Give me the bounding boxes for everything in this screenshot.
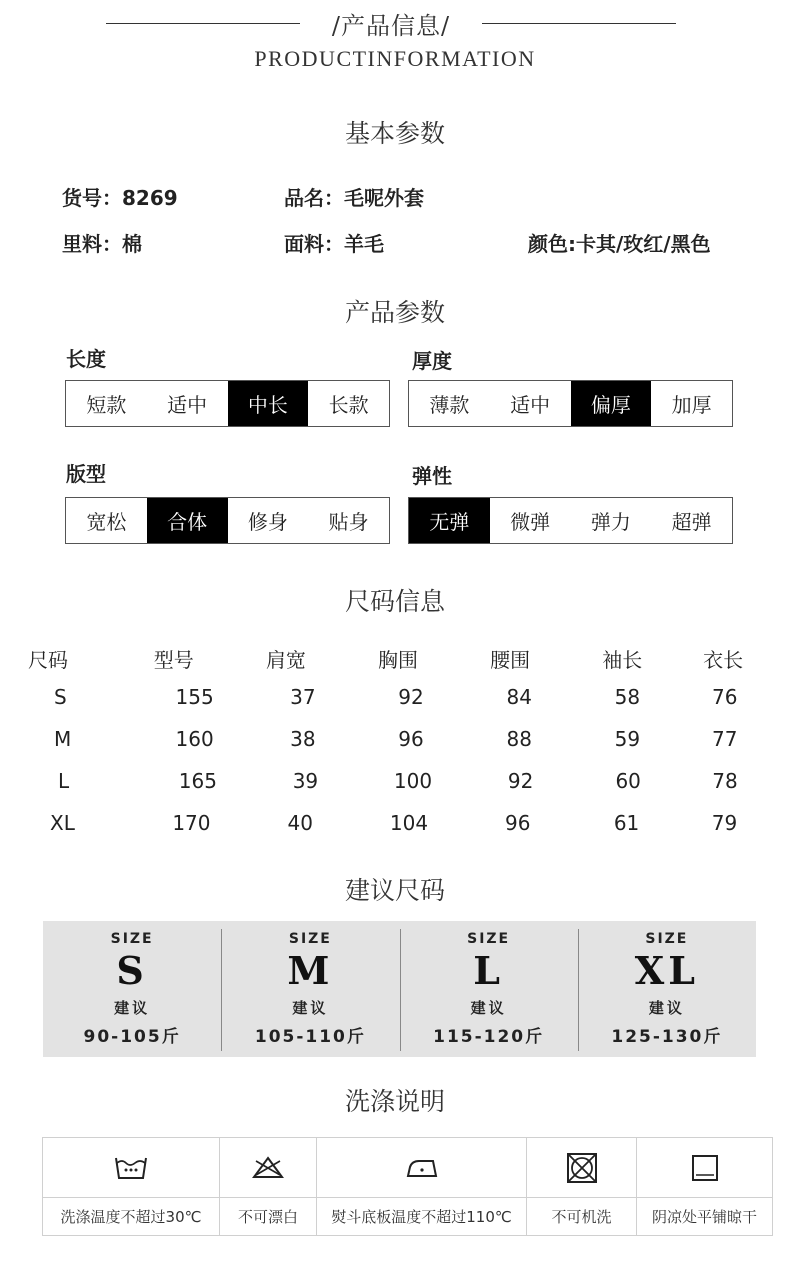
suggest-weight-range: 90-105斤: [83, 1027, 181, 1047]
fit-option: 合体: [147, 498, 228, 543]
size-cell: 61: [613, 811, 640, 835]
size-cell: S: [54, 685, 67, 709]
wash-item-text: 不可机洗: [527, 1197, 636, 1235]
suggest-size-caption: SIZE: [110, 931, 154, 947]
size-header-cell: 衣长: [703, 647, 744, 672]
suggest-size-label: 建议: [114, 999, 151, 1017]
size-cell: 100: [393, 769, 433, 793]
wash-title: 洗涤说明: [344, 1087, 445, 1116]
size-cell: XL: [50, 811, 75, 835]
suggest-size-letter: S: [116, 948, 148, 993]
size-header-cell: 型号: [153, 647, 194, 672]
fit-label: 版型: [66, 462, 106, 486]
elasticity-label: 弹性: [412, 464, 452, 488]
lining-material: 里料：棉: [62, 232, 142, 256]
wash-item: [43, 1138, 219, 1235]
size-cell: 96: [505, 811, 531, 835]
elasticity-option: 超弹: [671, 510, 712, 534]
suggest-size-caption: SIZE: [645, 931, 689, 947]
suggest-weight-range: 125-130斤: [611, 1027, 723, 1047]
size-cell: 77: [712, 727, 738, 751]
suggest-weight-range: 115-120斤: [433, 1027, 545, 1047]
thickness-option: 适中: [510, 393, 551, 417]
fit-selector: [65, 497, 390, 544]
size-cell: 76: [712, 685, 738, 709]
header-line-right: [482, 23, 676, 24]
suggest-size-label: 建议: [292, 999, 329, 1017]
size-info-title: 尺码信息: [344, 587, 445, 616]
thickness-selector: [408, 380, 733, 427]
size-cell: 59: [614, 727, 641, 751]
size-table: [28, 640, 768, 844]
fit-option: 修身: [247, 510, 288, 534]
thickness-option: 偏厚: [571, 381, 652, 426]
size-cell: 58: [614, 685, 641, 709]
suggest-size-caption: SIZE: [467, 931, 511, 947]
header-title-cn: /产品信息/: [331, 12, 451, 40]
elasticity-option: 无弹: [409, 498, 490, 543]
size-header-cell: 袖长: [602, 647, 643, 672]
suggest-size-letter: M: [287, 948, 334, 993]
size-cell: 96: [398, 727, 424, 751]
size-cell: 104: [389, 811, 429, 835]
suggest-size-item: [400, 921, 578, 1057]
size-table-header: [28, 640, 768, 676]
size-cell: 38: [290, 727, 316, 751]
suggest-weight-range: 105-110斤: [254, 1027, 366, 1047]
size-cell: 170: [172, 811, 211, 835]
size-header-cell: 肩宽: [265, 647, 306, 672]
length-label: 长度: [66, 347, 106, 371]
wash-item: [526, 1138, 636, 1235]
size-cell: 78: [712, 769, 738, 793]
size-cell: 84: [506, 685, 532, 709]
suggest-size-title: 建议尺码: [344, 876, 445, 905]
no-machine-wash-icon: [527, 1138, 636, 1197]
table-row: [28, 802, 768, 844]
suggest-size-panel: [43, 921, 756, 1057]
length-selector: [65, 380, 390, 427]
dry-flat-shade-icon: [637, 1138, 772, 1197]
wash-item: [219, 1138, 316, 1235]
color-options: 颜色:卡其/玫红/黑色: [528, 232, 711, 256]
size-cell: 40: [287, 811, 313, 835]
size-header-cell: 尺码: [28, 647, 68, 672]
thickness-option: 加厚: [671, 393, 712, 417]
size-cell: 79: [711, 811, 738, 835]
size-header-cell: 胸围: [378, 647, 419, 672]
wash-item-text: 洗涤温度不超过30℃: [43, 1197, 219, 1235]
thickness-label: 厚度: [412, 349, 452, 373]
suggest-size-item: [221, 921, 399, 1057]
wash-30-icon: [43, 1138, 219, 1197]
fit-option: 宽松: [86, 510, 127, 534]
length-option: 中长: [228, 381, 309, 426]
product-name: 品名：毛呢外套: [284, 186, 424, 210]
size-cell: 88: [506, 727, 532, 751]
suggest-size-label: 建议: [470, 999, 507, 1017]
size-cell: M: [54, 727, 72, 751]
fit-option: 贴身: [328, 510, 369, 534]
suggest-size-item: [578, 921, 756, 1057]
fabric-material: 面料：羊毛: [284, 232, 384, 256]
elasticity-option: 弹力: [590, 510, 631, 534]
suggest-size-label: 建议: [648, 999, 685, 1017]
product-params-title: 产品参数: [344, 298, 445, 327]
wash-item-text: 不可漂白: [220, 1197, 316, 1235]
iron-icon: [317, 1138, 526, 1197]
header-line-left: [106, 23, 300, 24]
size-cell: 39: [292, 769, 319, 793]
suggest-size-letter: XL: [634, 948, 699, 993]
thickness-option: 薄款: [429, 393, 470, 417]
size-cell: 60: [615, 769, 641, 793]
size-cell: L: [58, 769, 70, 793]
basic-params-title: 基本参数: [344, 119, 445, 148]
table-row: [28, 718, 768, 760]
size-cell: 165: [178, 769, 217, 793]
wash-item-text: 熨斗底板温度不超过110℃: [317, 1197, 526, 1235]
item-number: 货号：8269: [62, 186, 178, 210]
size-cell: 92: [398, 685, 424, 709]
elasticity-selector: [408, 497, 733, 544]
length-option: 适中: [167, 393, 208, 417]
size-cell: 155: [175, 685, 214, 709]
size-cell: 160: [175, 727, 214, 751]
suggest-size-caption: SIZE: [288, 931, 332, 947]
wash-item: [316, 1138, 526, 1235]
suggest-size-item: [43, 921, 221, 1057]
length-option: 短款: [86, 393, 127, 417]
suggest-size-letter: L: [473, 948, 504, 993]
size-header-cell: 腰围: [490, 647, 531, 672]
wash-instructions: [42, 1137, 773, 1236]
table-row: [28, 760, 768, 802]
header-title-en: PRODUCTINFORMATION: [254, 46, 536, 71]
table-row: [28, 676, 768, 718]
size-cell: 37: [290, 685, 316, 709]
wash-item: [636, 1138, 772, 1235]
length-option: 长款: [328, 393, 369, 417]
size-cell: 92: [507, 769, 534, 793]
no-bleach-icon: [220, 1138, 316, 1197]
wash-item-text: 阴凉处平铺晾干: [637, 1197, 772, 1235]
elasticity-option: 微弹: [510, 510, 551, 534]
